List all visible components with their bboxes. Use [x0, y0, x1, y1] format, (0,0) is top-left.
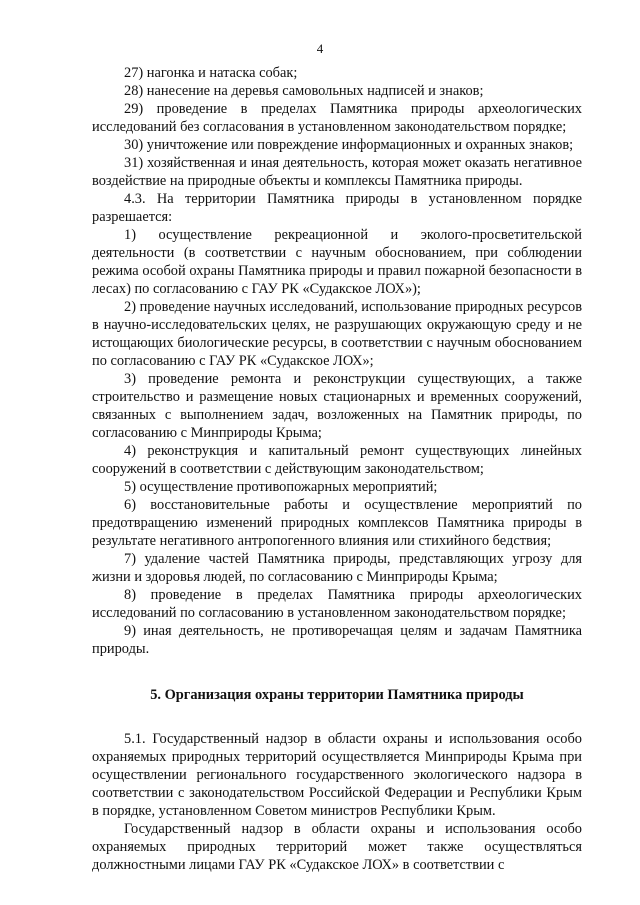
list-item: 6) восстановительные работы и осуществление мероприятий по предотвращению изменений природных комплексов Памятника природы в результате негативного антропогенного влияния или стихийного бедствия; — [92, 497, 582, 549]
list-item: 28) нанесение на деревья самовольных надписей и знаков; — [124, 83, 484, 99]
list-item: 27) нагонка и натаска собак; — [124, 65, 298, 81]
list-item: 30) уничтожение или повреждение информационных и охранных знаков; — [124, 137, 574, 153]
page-number: 4 — [316, 41, 324, 56]
list-item: 4) реконструкция и капитальный ремонт существующих линейных сооружений в соответствии с действующим законодательством; — [92, 443, 582, 477]
list-item: 3) проведение ремонта и реконструкции существующих, а также строительство и размещение новых стационарных и временных сооружений, связанных с выполнением задач, возложенных на Памятник природы, по согласованию с Минприроды Крыма; — [92, 371, 582, 441]
section-heading: 5. Организация охраны территории Памятника природы — [150, 687, 524, 703]
paragraph: 5.1. Государственный надзор в области охраны и использования особо охраняемых природных территорий осуществляется Минприроды Крыма при осуществлении регионального государственного экологического надзора в соответствии с законодательством Российской Федерации и Республики Крым в порядке, установленном Советом министров Республики Крым. — [92, 731, 582, 819]
list-item: 9) иная деятельность, не противоречащая целям и задачам Памятника природы. — [92, 623, 582, 657]
list-item: 29) проведение в пределах Памятника природы археологических исследований без согласования в установленном законодательством порядке; — [92, 101, 582, 135]
list-item: 1) осуществление рекреационной и эколого-просветительской деятельности (в соответствии с научным обоснованием, при соблюдении режима особой охраны Памятника природы и правил пожарной безопасности в лесах) по согласованию с ГАУ РК «Судакское ЛОХ»); — [92, 227, 582, 297]
list-item: 5) осуществление противопожарных мероприятий; — [124, 479, 438, 495]
document-body — [92, 64, 582, 874]
list-item: 31) хозяйственная и иная деятельность, которая может оказать негативное воздействие на природные объекты и комплексы Памятника природы. — [92, 155, 582, 189]
paragraph: Государственный надзор в области охраны и использования особо охраняемых природных территорий может также осуществляться должностными лицами ГАУ РК «Судакское ЛОХ» в соответствии с — [92, 821, 582, 873]
list-item: 2) проведение научных исследований, использование природных ресурсов в научно-исследовательских целях, не разрушающих окружающую среду и не истощающих биологические ресурсы, в соответствии с научным обоснованием по согласованию с ГАУ РК «Судакское ЛОХ»; — [92, 299, 582, 369]
clause-4-3-intro: 4.3. На территории Памятника природы в установленном порядке разрешается: — [92, 191, 582, 225]
list-item: 8) проведение в пределах Памятника природы археологических исследований по согласованию в установленном законодательством порядке; — [92, 587, 582, 621]
list-item: 7) удаление частей Памятника природы, представляющих угрозу для жизни и здоровья людей, по согласованию с Минприроды Крыма; — [92, 551, 582, 585]
